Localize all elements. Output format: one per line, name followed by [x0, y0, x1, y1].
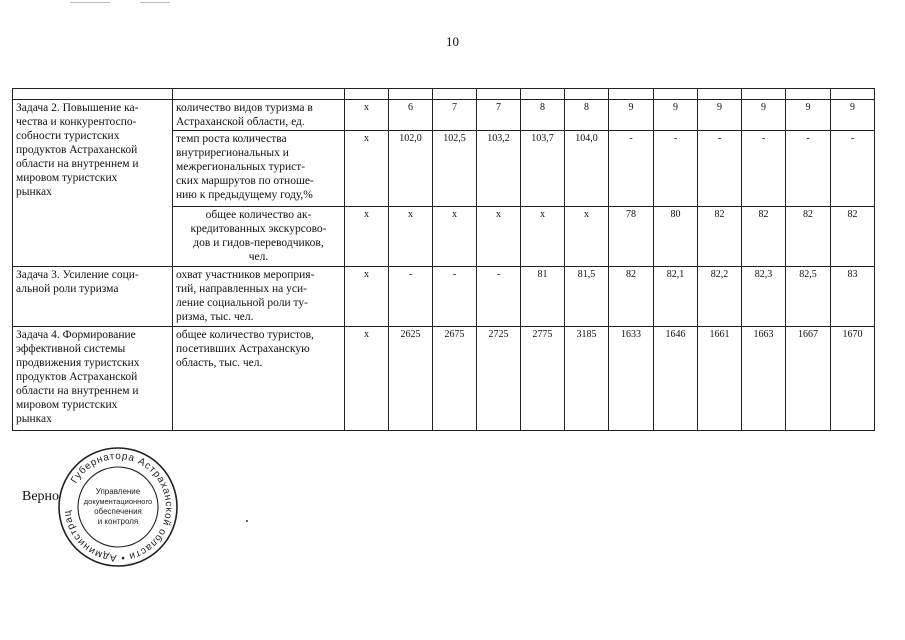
value-cell: x [345, 131, 389, 207]
indicator-line: внутрирегиональных и [176, 147, 289, 159]
table-header-row [13, 89, 875, 100]
stamp-center-line: и контроля [97, 517, 139, 526]
task-line: рынках [16, 186, 52, 198]
value-cell: - [831, 131, 875, 207]
task-line: эффективной системы [16, 343, 126, 355]
stamp-center-line: обеспечения [94, 507, 142, 516]
task-line: продуктов Астраханской [16, 371, 138, 383]
value-cell: 9 [609, 100, 654, 131]
indicator-line: кредитованных экскурсово- [190, 223, 327, 235]
value-cell: - [654, 131, 698, 207]
value-cell: 7 [477, 100, 521, 131]
value-cell: 1670 [831, 327, 875, 431]
value-cell: 83 [831, 267, 875, 327]
indicator-line: общее количество туристов, [176, 329, 314, 341]
task-line: Задача 3. Усиление соци- [16, 269, 139, 281]
value-cell: 82 [698, 207, 742, 267]
indicator-line: количество видов туризма в [176, 102, 313, 114]
value-cell: 81 [521, 267, 565, 327]
value-cell: 82,2 [698, 267, 742, 327]
value-cell: x [565, 207, 609, 267]
value-cell: 1661 [698, 327, 742, 431]
value-cell: - [742, 131, 786, 207]
task-line: Задача 4. Формирование [16, 329, 136, 341]
task-line: собности туристских [16, 130, 120, 142]
value-cell: 82,5 [786, 267, 831, 327]
value-cell: 103,7 [521, 131, 565, 207]
value-cell: 9 [698, 100, 742, 131]
value-cell: x [345, 100, 389, 131]
verno-label: Верно [22, 489, 60, 504]
value-cell: - [389, 267, 433, 327]
value-cell: 9 [742, 100, 786, 131]
value-cell: 78 [609, 207, 654, 267]
task-cell [13, 327, 173, 431]
table-row [13, 100, 875, 131]
value-cell: 9 [786, 100, 831, 131]
value-cell: x [345, 207, 389, 267]
value-cell: x [389, 207, 433, 267]
value-cell: 82,3 [742, 267, 786, 327]
value-cell: 104,0 [565, 131, 609, 207]
indicator-line: ризма, тыс. чел. [176, 311, 254, 323]
value-cell: 2625 [389, 327, 433, 431]
value-cell: 8 [565, 100, 609, 131]
indicator-line: межрегиональных турист- [176, 161, 306, 173]
value-cell: 103,2 [477, 131, 521, 207]
indicator-line: ление социальной роли ту- [176, 297, 308, 309]
value-cell: x [433, 207, 477, 267]
task-line: области на внутреннем и [16, 158, 139, 170]
task-line: мировом туристских [16, 399, 118, 411]
table-row [13, 327, 875, 431]
indicator-line: Астраханской области, ед. [176, 116, 305, 128]
task-line: рынках [16, 413, 52, 425]
value-cell: - [698, 131, 742, 207]
task-line: продвижения туристских [16, 357, 140, 369]
value-cell: 102,0 [389, 131, 433, 207]
value-cell: 82 [786, 207, 831, 267]
stamp-center-line: документационного [83, 497, 153, 506]
scan-artifact [140, 2, 170, 3]
indicator-line: охват участников мероприя- [176, 269, 315, 281]
value-cell: 1646 [654, 327, 698, 431]
value-cell: x [521, 207, 565, 267]
value-cell: 9 [831, 100, 875, 131]
value-cell: 82,1 [654, 267, 698, 327]
indicator-line: дов и гидов-переводчиков, [193, 237, 324, 249]
indicator-cell [173, 267, 345, 327]
value-cell: 1663 [742, 327, 786, 431]
task-cell [13, 267, 173, 327]
page-number: 10 [446, 34, 459, 49]
value-cell: 82 [831, 207, 875, 267]
task-line: области на внутреннем и [16, 385, 139, 397]
indicator-line: общее количество ак- [205, 209, 312, 221]
scan-dot [246, 520, 248, 522]
stamp-seal-icon [57, 446, 179, 568]
value-cell: 6 [389, 100, 433, 131]
value-cell: x [345, 327, 389, 431]
indicator-line: чел. [248, 251, 269, 263]
value-cell: 9 [654, 100, 698, 131]
value-cell: 2725 [477, 327, 521, 431]
task-cell [13, 100, 173, 267]
value-cell: - [433, 267, 477, 327]
value-cell: 102,5 [433, 131, 477, 207]
value-cell: 82 [742, 207, 786, 267]
indicator-line: тий, направленных на уси- [176, 283, 307, 295]
value-cell: 2675 [433, 327, 477, 431]
value-cell: - [786, 131, 831, 207]
indicator-line: область, тыс. чел. [176, 357, 263, 369]
value-cell: 8 [521, 100, 565, 131]
value-cell: 1633 [609, 327, 654, 431]
table-row [13, 267, 875, 327]
scan-artifact [70, 2, 110, 3]
value-cell: x [345, 267, 389, 327]
indicator-cell [173, 207, 345, 267]
indicator-cell [173, 327, 345, 431]
value-cell: 7 [433, 100, 477, 131]
stamp-center-line: Управление [95, 487, 141, 496]
value-cell: 3185 [565, 327, 609, 431]
value-cell: 81,5 [565, 267, 609, 327]
indicator-cell [173, 131, 345, 207]
task-line: чества и конкурентоспо- [16, 116, 137, 128]
indicator-line: ских маршрутов по отноше- [176, 175, 314, 187]
task-line: Задача 2. Повышение ка- [16, 102, 139, 114]
value-cell: 2775 [521, 327, 565, 431]
indicators-table [12, 88, 875, 431]
value-cell: 1667 [786, 327, 831, 431]
task-line: мировом туристских [16, 172, 118, 184]
value-cell: 82 [609, 267, 654, 327]
indicator-line: посетивших Астраханскую [176, 343, 310, 355]
value-cell: x [477, 207, 521, 267]
indicator-cell [173, 100, 345, 131]
official-stamp [57, 446, 179, 568]
stamp-ring-text: Губернатора Астраханской области • Администрац [62, 450, 175, 564]
indicator-line: нию к предыдущему году,% [176, 189, 313, 201]
value-cell: - [609, 131, 654, 207]
value-cell: 80 [654, 207, 698, 267]
indicator-line: темп роста количества [176, 133, 287, 145]
value-cell: - [477, 267, 521, 327]
task-line: продуктов Астраханской [16, 144, 138, 156]
task-line: альной роли туризма [16, 283, 119, 295]
